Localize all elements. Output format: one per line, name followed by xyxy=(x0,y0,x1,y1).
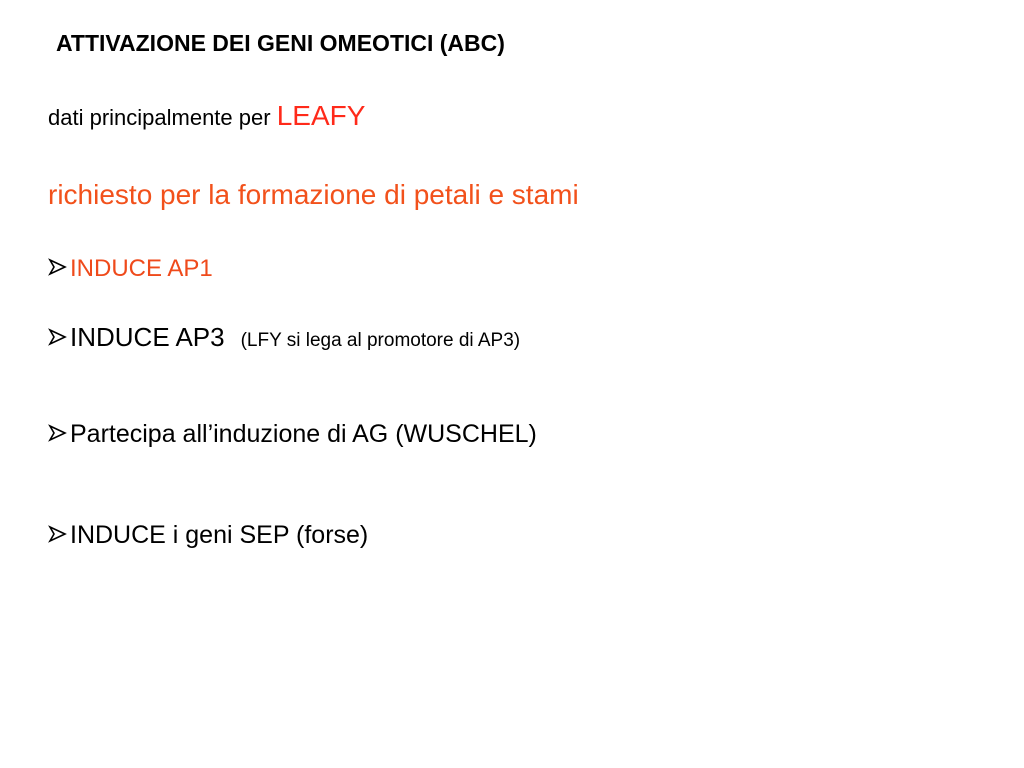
bullet-text: INDUCE AP3 xyxy=(70,322,225,352)
bullet-text: Partecipa all’induzione di AG (WUSCHEL) xyxy=(70,420,537,448)
gene-name-leafy: LEAFY xyxy=(276,100,366,131)
bullet-text: INDUCE AP1 xyxy=(70,255,213,282)
arrow-bullet-icon xyxy=(48,258,67,276)
arrow-bullet-icon xyxy=(48,424,67,442)
bullet-item-ap3 xyxy=(48,322,520,353)
bullet-item-ag xyxy=(48,420,537,449)
bullet-item-sep xyxy=(48,521,368,550)
slide-title: ATTIVAZIONE DEI GENI OMEOTICI (ABC) xyxy=(56,30,505,56)
arrow-bullet-icon xyxy=(48,328,67,346)
intro-text: dati principalmente per xyxy=(48,105,271,130)
bullet-note: (LFY si lega al promotore di AP3) xyxy=(240,330,521,351)
bullet-item-ap1 xyxy=(48,255,213,283)
requirement-text: richiesto per la formazione di petali e stami xyxy=(48,179,579,210)
bullet-text: INDUCE i geni SEP (forse) xyxy=(70,521,369,549)
intro-line xyxy=(48,100,365,132)
arrow-bullet-icon xyxy=(48,525,67,543)
